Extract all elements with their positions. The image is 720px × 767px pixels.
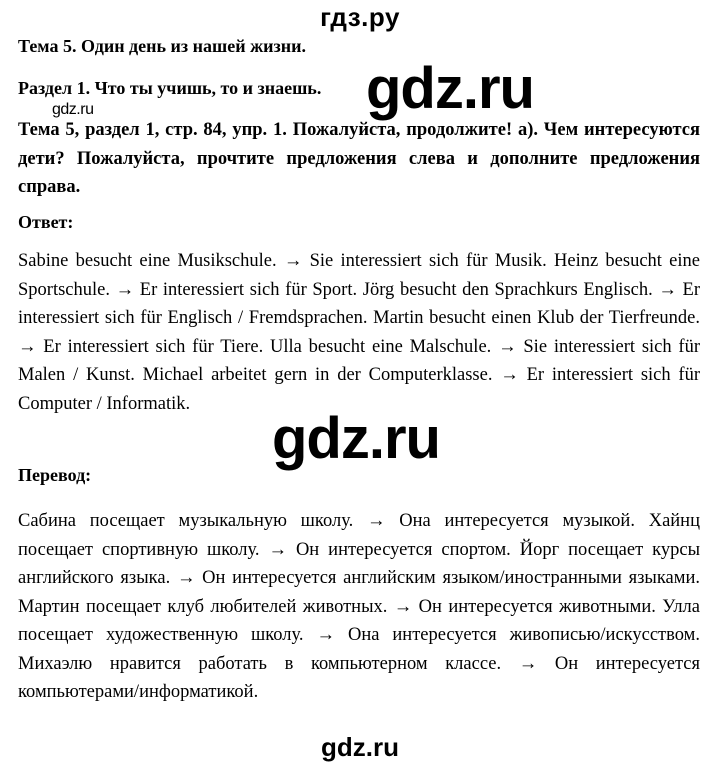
watermark-gdz-small: gdz.ru	[52, 101, 94, 118]
watermark-gdz-footer: gdz.ru	[321, 732, 399, 762]
answer-label: Ответ:	[18, 212, 74, 232]
topic-title: Тема 5. Один день из нашей жизни.	[18, 36, 306, 56]
task-statement: Тема 5, раздел 1, стр. 84, упр. 1. Пожалуйста, продолжите! а). Чем интересуются дети? Пожалуйста, прочтите предложения слева и дополните предложения справа.	[18, 120, 700, 197]
answer-text: Sabine besucht eine Musikschule. → Sie interessiert sich für Musik. Heinz besucht eine Sportschule. → Er interessiert sich für Sport. Jörg besucht den Sprachkurs Englisch. → Er interessiert sich für Englisch / Fremdsprachen. Martin besucht einen Klub der Tierfreunde. → Er interessiert sich für Tiere. Ulla besucht eine Malschule. → Sie interessiert sich für Malen / Kunst. Michael arbeitet gern in der Computerklasse. → Er interessiert sich für Computer / Informatik.	[18, 251, 700, 414]
translation-text: Сабина посещает музыкальную школу. → Она интересуется музыкой. Хайнц посещает спортивную школу. → Он интересуется спортом. Йорг посещает курсы английского языка. → Он интересуется английским языком/иностранными языками. Мартин посещает клуб любителей животных. → Он интересуется животными. Улла посещает художественную школу. → Она интересуется живописью/искусством. Михаэлю нравится работать в компьютерном классе. → Он интересуется компьютерами/информатикой.	[18, 511, 700, 702]
translation-label: Перевод:	[18, 465, 92, 485]
watermark-gdz-middle: gdz.ru	[272, 406, 440, 471]
watermark-gdz-top: gdz.ru	[366, 56, 534, 121]
site-header: гдз.ру	[320, 2, 400, 32]
section-title: Раздел 1. Что ты учишь, то и знаешь.	[18, 78, 322, 98]
